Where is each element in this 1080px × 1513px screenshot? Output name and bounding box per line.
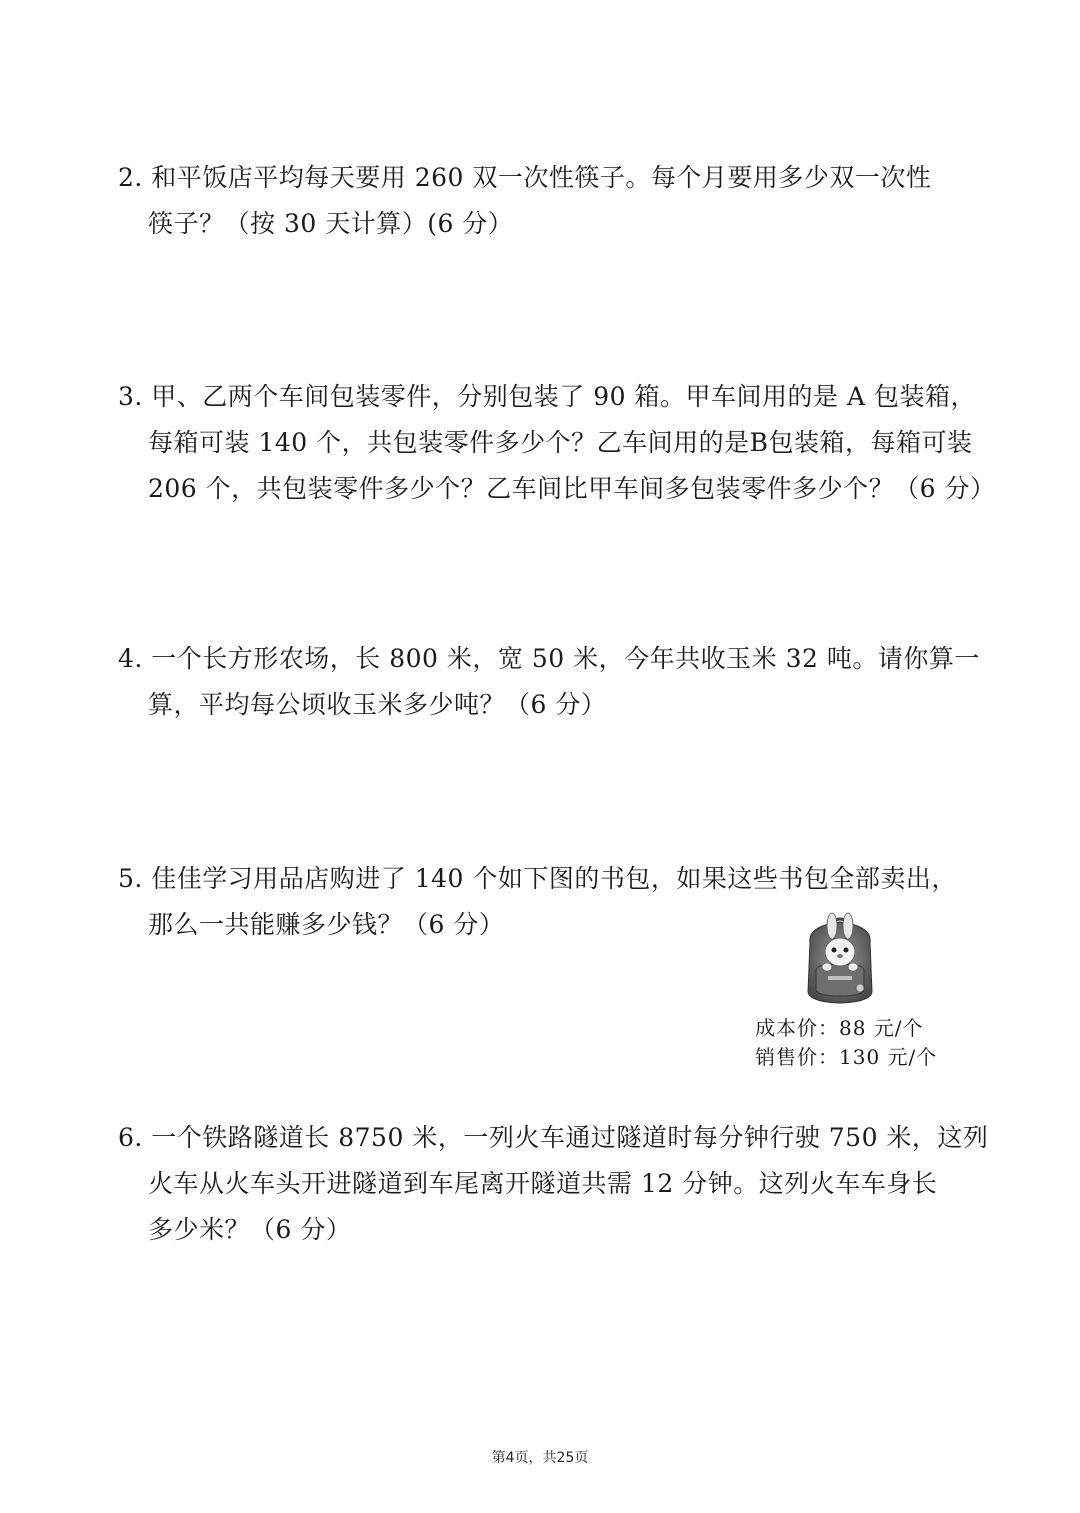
cost-price-label: 成本价：88 元/个 bbox=[755, 1016, 924, 1040]
question-line: 6. 一个铁路隧道长 8750 米，一列火车通过隧道时每分钟行驶 750 米，这列 bbox=[118, 1123, 989, 1152]
question-line: 火车从火车头开进隧道到车尾离开隧道共需 12 分钟。这列火车车身长 bbox=[148, 1169, 938, 1198]
question-line: 筷子？（按 30 天计算）(6 分） bbox=[148, 209, 514, 238]
sale-price-label: 销售价：130 元/个 bbox=[755, 1045, 938, 1069]
backpack-image bbox=[800, 912, 880, 1006]
question-line: 3. 甲、乙两个车间包装零件，分别包装了 90 箱。甲车间用的是 A 包装箱， bbox=[118, 382, 976, 411]
question-line: 每箱可装 140 个，共包装零件多少个？乙车间用的是B包装箱，每箱可装 bbox=[148, 428, 973, 457]
backpack-price-info bbox=[755, 1014, 937, 1072]
question-6 bbox=[118, 1115, 989, 1253]
page-number-footer: 第4页，共25页 bbox=[491, 1450, 589, 1466]
question-line: 206 个，共包装零件多少个？乙车间比甲车间多包装零件多少个？（6 分） bbox=[148, 474, 996, 503]
question-line: 4. 一个长方形农场，长 800 米，宽 50 米，今年共收玉米 32 吨。请你算一 bbox=[118, 644, 980, 673]
question-2 bbox=[118, 155, 958, 247]
question-line: 算，平均每公顷收玉米多少吨？（6 分） bbox=[148, 690, 607, 719]
question-line: 5. 佳佳学习用品店购进了 140 个如下图的书包，如果这些书包全部卖出， bbox=[118, 864, 957, 893]
question-line: 多少米？（6 分） bbox=[148, 1215, 352, 1244]
question-line: 那么一共能赚多少钱？（6 分） bbox=[148, 910, 505, 939]
question-4 bbox=[118, 636, 980, 728]
question-line: 2. 和平饭店平均每天要用 260 双一次性筷子。每个月要用多少双一次性 bbox=[118, 163, 932, 192]
question-3 bbox=[118, 374, 996, 512]
